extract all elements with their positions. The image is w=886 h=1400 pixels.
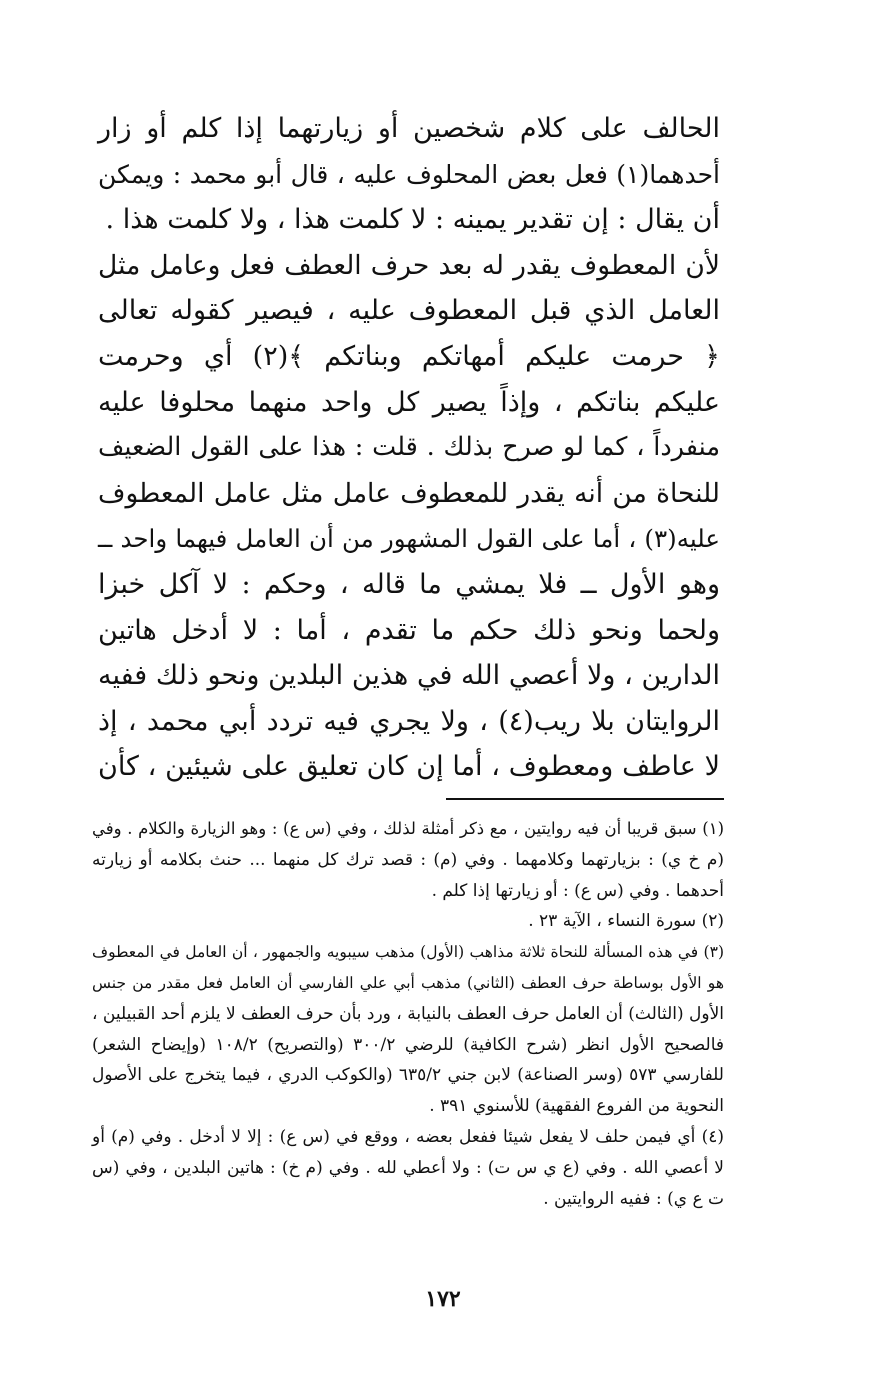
- main-text-line: منفرداً ، كما لو صرح بذلك . قلت : هذا على القول الضعيف: [98, 432, 720, 463]
- footnote-line: الأول (الثالث) أن العامل حرف العطف بالنيابة ، ورد بأن حرف العطف لا يلزم أحد القبيلين ،: [92, 1003, 724, 1024]
- footnote-line: للفارسي ٥٧٣ (وسر الصناعة) لابن جني ٦٣٥/٢ (والكوكب الدري ، فيما يتخرج على الأصول: [92, 1065, 724, 1086]
- footnote-separator: [446, 798, 724, 800]
- quran-verse-line: ﴿ حرمت عليكم أمهاتكم وبناتكم ﴾(٢) أي وحرمت: [98, 340, 721, 372]
- footnotes: [92, 814, 724, 1214]
- main-text-line: الحالف على كلام شخصين أو زيارتهما إذا كلم أو زار: [98, 113, 720, 144]
- footnote-line: (م خ ي) : بزيارتهما وكلامهما . وفي (م) : قصد ترك كل منهما ... حنث بكلامه أو زيارته: [92, 849, 724, 870]
- main-text-line: وهو الأول ــ فلا يمشي ما قاله ، وحكم : لا آكل خبزا: [98, 568, 720, 600]
- main-text-line: عليكم بناتكم ، وإذاً يصير كل واحد منهما محلوفا عليه: [98, 386, 720, 418]
- footnote-line: فالصحيح الأول انظر (شرح الكافية) للرضي ٣٠٠/٢ (والتصريح) ١٠٨/٢ (وإيضاح الشعر): [92, 1034, 725, 1055]
- main-text-line: لأن المعطوف يقدر له بعد حرف العطف فعل وعامل مثل: [98, 249, 720, 281]
- footnote-line: أحدهما . وفي (س ع) : أو زيارتها إذا كلم .: [431, 880, 724, 901]
- footnote-line: (٣) في هذه المسألة للنحاة ثلاثة مذاهب (الأول) مذهب سيبويه والجمهور ، أن العامل في المعطوف: [92, 943, 724, 962]
- main-text-line: الدارين ، ولا أعصي الله في هذين البلدين ونحو ذلك ففيه: [98, 660, 720, 692]
- main-text-line: لا عاطف ومعطوف ، أما إن كان تعليق على شيئين ، كأن: [98, 751, 720, 783]
- main-text-line: أن يقال : إن تقدير يمينه : لا كلمت هذا ، ولا كلمت هذا .: [105, 204, 720, 236]
- main-text-line: أحدهما(١) فعل بعض المحلوف عليه ، قال أبو محمد : ويمكن: [98, 159, 720, 189]
- main-text-line: ولحما ونحو ذلك حكم ما تقدم ، أما : لا أدخل هاتين: [98, 614, 720, 646]
- main-text-body: [98, 106, 720, 790]
- main-text-line: الروايتان بلا ريب(٤) ، ولا يجري فيه تردد أبي محمد ، إذ: [98, 705, 721, 737]
- footnote-line: لا أعصي الله . وفي (ع ي س ت) : ولا أعطي لله . وفي (م خ) : هاتين البلدين ، وفي (س: [92, 1157, 724, 1178]
- page-number: ١٧٢: [425, 1286, 461, 1312]
- footnote-line: النحوية من الفروع الفقهية) للأسنوي ٣٩١ .: [429, 1096, 724, 1117]
- main-text-line: العامل الذي قبل المعطوف عليه ، فيصير كقوله تعالى: [98, 295, 720, 327]
- footnote-line: ت ع ي) : ففيه الروايتين .: [543, 1188, 724, 1209]
- footnote-line: (٤) أي فيمن حلف لا يفعل شيئا ففعل بعضه ، ووقع في (س ع) : إلا لا أدخل . وفي (م) أو: [92, 1126, 724, 1147]
- footnote-line: (١) سبق قريبا أن فيه روايتين ، مع ذكر أمثلة لذلك ، وفي (س ع) : وهو الزيارة والكلام . وفي: [92, 819, 724, 838]
- main-text-line: عليه(٣) ، أما على القول المشهور من أن العامل فيهما واحد ــ: [98, 524, 720, 554]
- main-text-line: للنحاة من أنه يقدر للمعطوف عامل مثل عامل المعطوف: [98, 477, 720, 509]
- footnote-line: (٢) سورة النساء ، الآية ٢٣ .: [528, 911, 724, 932]
- footnote-line: هو الأول بوساطة حرف العطف (الثاني) مذهب أبي علي الفارسي أن العامل فعل مقدر من جنس: [92, 973, 724, 992]
